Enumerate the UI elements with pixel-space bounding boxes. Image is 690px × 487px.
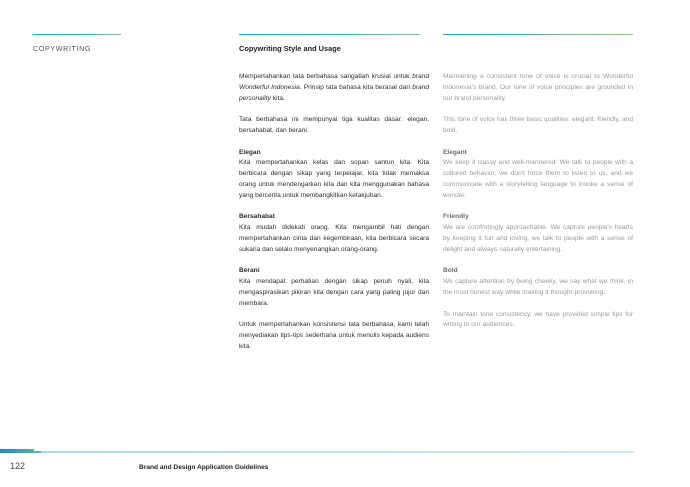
english-elegant — [443, 148, 633, 202]
bersahabat-heading: Bersahabat — [239, 213, 275, 221]
indonesian-berani — [239, 266, 429, 309]
header-rule-left — [33, 34, 121, 35]
friendly-heading: Friendly — [443, 213, 469, 221]
indonesian-closing: Untuk mempertahankan konsistensi tata berbahasa, kami telah menyediakan tips-tips sederhana untuk menulis kepada audiens kita. — [239, 321, 429, 350]
indonesian-elegan — [239, 148, 429, 202]
elegant-body: We keep it classy and well-mannered. We talk to people with a cultured behavior, we don't force them to listen to us, and we communicate with a storytelling language to invoke a sense of wonder. — [443, 159, 633, 199]
indonesian-bersahabat — [239, 212, 429, 255]
footer-title: Brand and Design Application Guidelines — [139, 464, 269, 471]
english-intro: Maintaining a consistent tone of voice is crucial to Wonderful Indonesia's brand. Our tone of voice principles are grounded in our brand personality. — [443, 73, 633, 102]
indonesian-column — [239, 72, 429, 364]
elegan-heading: Elegan — [239, 148, 261, 156]
header-rule-right — [443, 34, 633, 35]
bold-heading: Bold — [443, 267, 458, 275]
english-column — [443, 72, 633, 342]
bersahabat-body: Kita mudah didekati orang. Kita mengambil hati dengan mempertahankan cinta dan kegembiraan, kita berbicara secara sukaria dan selalu menyenangkan orang-orang. — [239, 224, 429, 253]
english-qualities: This tone of voice has three basic qualities: elegant, friendly, and bold. — [443, 116, 633, 134]
footer-rule-accent — [0, 449, 34, 453]
english-closing: To maintain tone consistency, we have provided simple tips for writing to our audiences. — [443, 310, 633, 329]
indonesian-intro: Mempertahankan tata berbahasa sangatlah krusial untuk brand Wonderful Indonesia. Prinsip tata bahasa kita berasal dari brand personality kita. — [239, 73, 430, 102]
section-label: COPYWRITING — [33, 44, 92, 53]
indonesian-qualities: Tata berbahasa ini mempunyai tiga kualitas dasar: elegan, bersahabat, dan berani. — [239, 116, 429, 134]
berani-body: Kita mendapat perhatian dengan sikap penuh nyali, kita mengaspirasikan pikiran kita dengan cara yang paling jujur dan membara. — [239, 278, 429, 307]
page-number: 122 — [10, 461, 26, 471]
elegan-body: Kita mempertahankan kelas dan sopan santun kita. Kita berbicara dengan sikap yang terpelajar, kita tidak memaksa orang untuk mendengarkan kita dan kita menggunakan bahasa yang bercerita untuk membangkitkan ketakjuban. — [239, 159, 429, 199]
english-friendly — [443, 212, 633, 255]
footer-rule — [0, 451, 634, 453]
friendly-body: We are comfortingly approachable. We capture people's hearts by keeping it fun and loving, we talk to people with a sense of delight and always naturally entertaining. — [443, 224, 633, 253]
bold-body: We capture attention by being cheeky, we say what we think, in the most honest way while making it thought-provoking. — [443, 278, 633, 296]
header-rule-middle — [239, 34, 420, 35]
english-bold — [443, 266, 633, 298]
elegant-heading: Elegant — [443, 148, 467, 156]
berani-heading: Berani — [239, 267, 260, 275]
page-title: Copywriting Style and Usage — [239, 44, 341, 53]
